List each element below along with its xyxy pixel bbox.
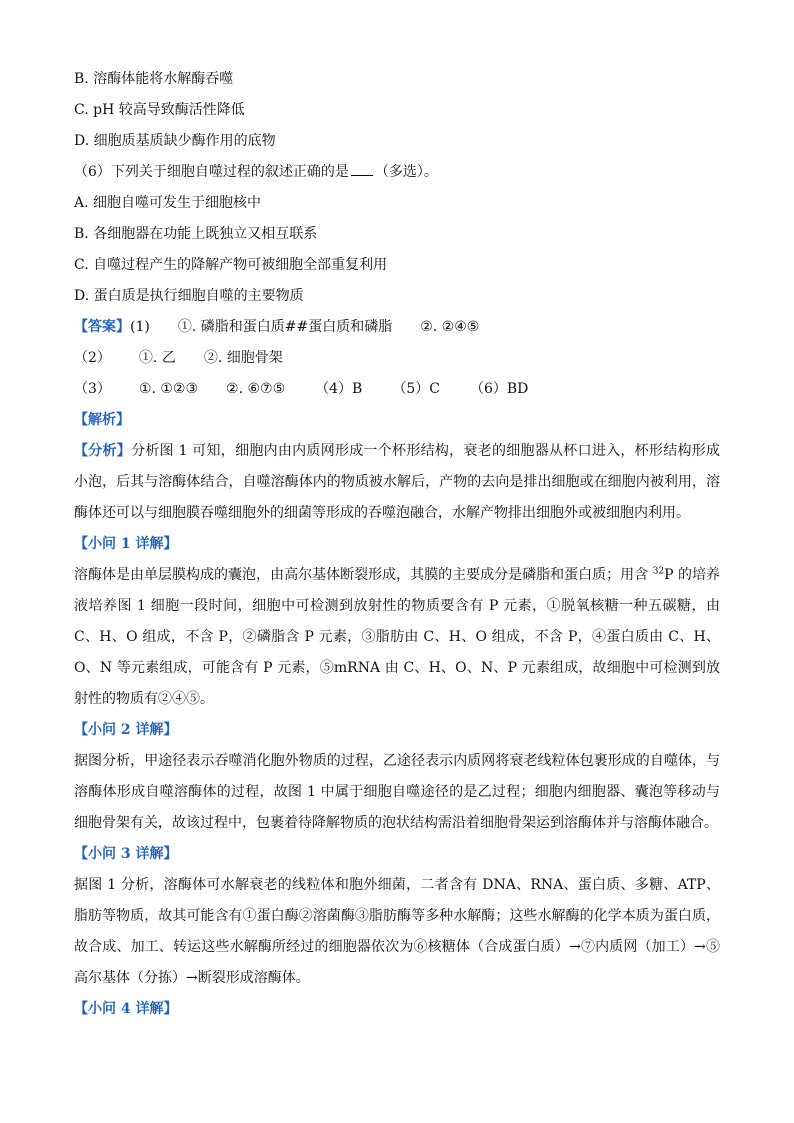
question-6-stem-after: （多选）。: [374, 164, 438, 180]
option-q6-d: D. 蛋白质是执行细胞自噬的主要物质: [74, 288, 304, 304]
answer-2-b: ②. 细胞骨架: [203, 350, 283, 366]
answer-1-a: ①. 磷脂和蛋白质##蛋白质和磷脂: [177, 319, 393, 335]
sub-question-1-text: [74, 560, 720, 715]
option-q6-a: A. 细胞自噬可发生于细胞核中: [74, 195, 262, 211]
analysis-tag: 【解析】: [74, 412, 130, 428]
answer-blank: [351, 161, 373, 176]
answer-4: （4）B: [315, 381, 363, 397]
sub-question-3-text: 据图 1 分析，溶酶体可水解衰老的线粒体和胞外细菌，二者含有 DNA、RNA、蛋白质、多糖、ATP、脂肪等物质，故其可能含有①蛋白酶②溶菌酶③脂肪酶等多种水解酶；这些水解酶的化学本质为蛋白质，故合成、加工、转运这些水解酶所经过的细胞器依次为⑥核糖体（合成蛋白质）→⑦内质网（加工）→⑤高尔基体（分拣）→断裂形成溶酶体。: [74, 877, 720, 986]
answer-6: （6）BD: [469, 381, 529, 397]
fenxi-tag: 【分析】: [74, 443, 132, 459]
answer-5: （5）C: [392, 381, 440, 397]
sub1-text-part2: P 的培养液培养图 1 细胞一段时间，细胞中可检测到放射性的物质要含有 P 元素，①脱氧核糖一种五碳糖，由 C、H、O 组成，不含 P，②磷脂含 P 元素，③脂肪由 C、H、O 组成，不含 P，④蛋白质由 C、H、O、N 等元素组成，可能含有 P 元素，⑤mRNA 由 C、H、O、N、P 元素组成，故细胞中可检测到放射性的物质有②④⑤。: [74, 567, 720, 707]
answer-3-label: （3）: [74, 381, 111, 397]
sub-question-1-tag: 【小问 1 详解】: [74, 536, 178, 552]
option-q5-b: B. 溶酶体能将水解酶吞噬: [74, 71, 234, 87]
isotope-superscript: 32: [652, 566, 665, 577]
sub-question-2-text: 据图分析，甲途径表示吞噬消化胞外物质的过程，乙途径表示内质网将衰老线粒体包裹形成的自噬体，与溶酶体形成自噬溶酶体的过程，故图 1 中属于细胞自噬途径的是乙过程；细胞内细胞器、囊泡等移动与细胞骨架有关，故该过程中，包裹着待降解物质的泡状结构需沿着细胞骨架运到溶酶体并与溶酶体融合。: [74, 753, 720, 831]
answer-row-1: [74, 312, 720, 343]
sub1-text-part1: 溶酶体是由单层膜构成的囊泡，由高尔基体断裂形成，其膜的主要成分是磷脂和蛋白质；用含: [74, 567, 653, 583]
answer-3-a: ①. ①②③: [138, 381, 199, 397]
option-q5-d: D. 细胞质基质缺少酶作用的底物: [74, 133, 276, 149]
analysis-paragraph: [74, 436, 720, 529]
answer-2-label: （2）: [74, 350, 111, 366]
sub-question-4-tag: 【小问 4 详解】: [74, 1001, 178, 1017]
answer-1-b: ②. ②④⑤: [420, 319, 480, 335]
sub-question-3-tag: 【小问 3 详解】: [74, 846, 178, 862]
question-6-stem: [74, 157, 720, 188]
answer-row-2: [74, 343, 720, 374]
option-q5-c: C. pH 较高导致酶活性降低: [74, 102, 245, 118]
answer-tag: 【答案】: [74, 319, 130, 335]
answer-3-b: ②. ⑥⑦⑤: [226, 381, 286, 397]
answer-row-3: [74, 374, 720, 405]
answer-1-label: (1): [130, 319, 150, 335]
answer-2-a: ①. 乙: [138, 350, 176, 366]
option-q6-b: B. 各细胞器在功能上既独立又相互联系: [74, 226, 318, 242]
option-q6-c: C. 自噬过程产生的降解产物可被细胞全部重复利用: [74, 257, 388, 273]
sub-question-2-tag: 【小问 2 详解】: [74, 722, 178, 738]
question-6-stem-before: （6）下列关于细胞自噬过程的叙述正确的是: [74, 164, 349, 180]
fenxi-text: 分析图 1 可知，细胞内由内质网形成一个杯形结构，衰老的细胞器从杯口进入，杯形结构形成小泡，后其与溶酶体结合，自噬溶酶体内的物质被水解后，产物的去向是排出细胞或在细胞内被利用，溶酶体还可以与细胞膜吞噬细胞外的细菌等形成的吞噬泡融合，水解产物排出细胞外或被细胞内利用。: [74, 443, 721, 521]
